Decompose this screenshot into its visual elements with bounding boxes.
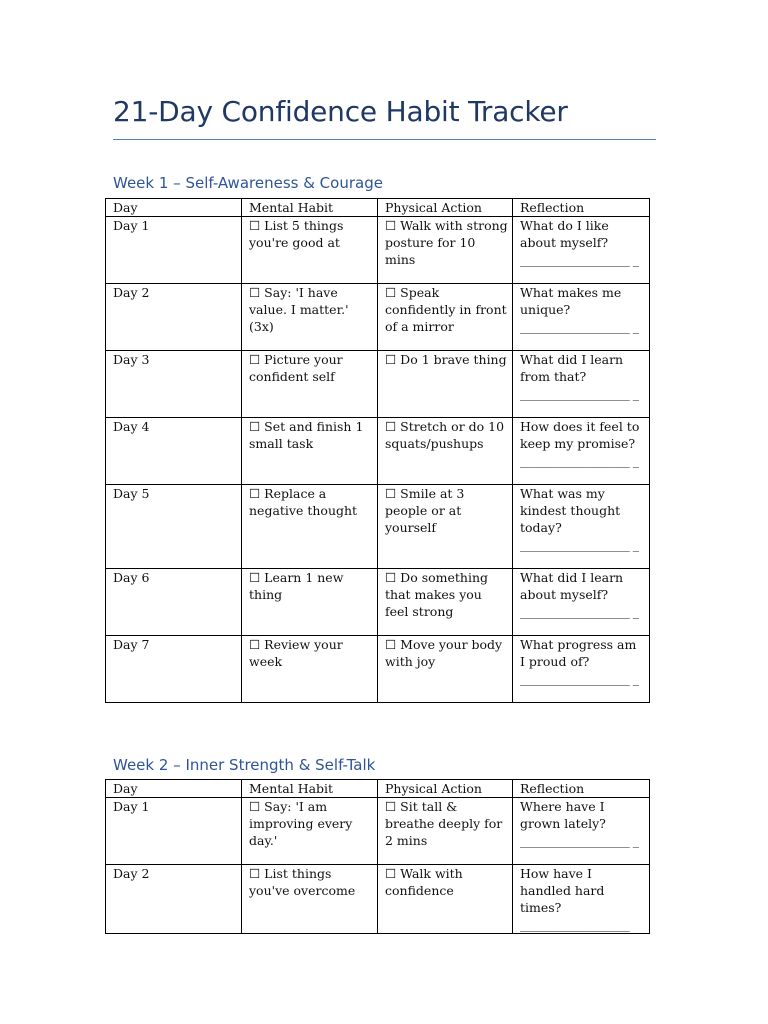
reflection-cell-text: Where have I grown lately? — [520, 799, 609, 831]
physical-action-checkbox-cell-text: ☐ Do something that makes you feel strong — [385, 570, 492, 619]
week-1-heading: Week 1 – Self-Awareness & Courage — [113, 174, 383, 192]
physical-action-checkbox-cell-text: ☐ Stretch or do 10 squats/pushups — [385, 419, 509, 451]
table-header-row — [106, 780, 650, 798]
reflection-cell[interactable] — [513, 569, 650, 636]
physical-action-checkbox-cell[interactable] — [378, 351, 513, 418]
mental-habit-checkbox-cell-text: ☐ Replace a negative thought — [249, 486, 358, 518]
column-header-day: Day — [106, 199, 242, 217]
page-title: 21-Day Confidence Habit Tracker — [113, 95, 568, 128]
mental-habit-checkbox-cell[interactable] — [242, 418, 378, 485]
mental-habit-checkbox-cell[interactable] — [242, 569, 378, 636]
column-header-mental-habit: Mental Habit — [242, 199, 378, 217]
column-header-physical-action: Physical Action — [378, 199, 513, 217]
mental-habit-checkbox-cell-text: ☐ Say: 'I have value. I matter.' (3x) — [249, 285, 353, 334]
table-row — [106, 217, 650, 284]
column-header-physical-action: Physical Action — [378, 780, 513, 798]
table-header-row — [106, 199, 650, 217]
mental-habit-checkbox-cell[interactable] — [242, 798, 378, 865]
reflection-cell-text: What do I like about myself? — [520, 218, 613, 250]
week-2-heading: Week 2 – Inner Strength & Self-Talk — [113, 756, 376, 774]
reflection-cell[interactable] — [513, 217, 650, 284]
physical-action-checkbox-cell[interactable] — [378, 217, 513, 284]
day-cell — [106, 636, 242, 703]
mental-habit-checkbox-cell-text: ☐ Picture your confident self — [249, 352, 347, 384]
physical-action-checkbox-cell[interactable] — [378, 284, 513, 351]
reflection-cell[interactable] — [513, 351, 650, 418]
physical-action-checkbox-cell[interactable] — [378, 418, 513, 485]
day-cell-text: Day 5 — [113, 486, 150, 501]
table-row — [106, 798, 650, 865]
reflection-cell[interactable] — [513, 798, 650, 865]
reflection-cell-text: What did I learn about myself? — [520, 570, 628, 602]
day-cell — [106, 418, 242, 485]
mental-habit-checkbox-cell[interactable] — [242, 217, 378, 284]
week-2-table — [105, 779, 650, 934]
day-cell-text: Day 7 — [113, 637, 150, 652]
column-header-day: Day — [106, 780, 242, 798]
mental-habit-checkbox-cell-text: ☐ Learn 1 new thing — [249, 570, 348, 602]
day-cell — [106, 865, 242, 934]
reflection-answer-line[interactable]: ___________________ _ — [520, 604, 639, 619]
reflection-answer-line[interactable]: ___________________ _ — [520, 252, 639, 267]
reflection-answer-line[interactable]: ___________________ _ — [520, 319, 639, 334]
mental-habit-checkbox-cell-text: ☐ Say: 'I am improving every day.' — [249, 799, 357, 848]
physical-action-checkbox-cell[interactable] — [378, 569, 513, 636]
day-cell — [106, 351, 242, 418]
day-cell-text: Day 1 — [113, 799, 150, 814]
table-row — [106, 569, 650, 636]
physical-action-checkbox-cell-text: ☐ Sit tall & breathe deeply for 2 mins — [385, 799, 507, 848]
mental-habit-checkbox-cell[interactable] — [242, 636, 378, 703]
day-cell — [106, 569, 242, 636]
day-cell-text: Day 2 — [113, 285, 150, 300]
reflection-cell[interactable] — [513, 865, 650, 934]
column-header-reflection: Reflection — [513, 199, 650, 217]
mental-habit-checkbox-cell-text: ☐ List 5 things you're good at — [249, 218, 348, 250]
physical-action-checkbox-cell-text: ☐ Move your body with joy — [385, 637, 507, 669]
table-row — [106, 418, 650, 485]
day-cell — [106, 284, 242, 351]
table-row — [106, 284, 650, 351]
day-cell-text: Day 2 — [113, 866, 150, 881]
physical-action-checkbox-cell-text: ☐ Smile at 3 people or at yourself — [385, 486, 469, 535]
reflection-cell-text: What did I learn from that? — [520, 352, 628, 384]
reflection-cell[interactable] — [513, 284, 650, 351]
reflection-cell[interactable] — [513, 418, 650, 485]
table-row — [106, 485, 650, 569]
reflection-cell-text: How have I handled hard times? — [520, 866, 609, 915]
mental-habit-checkbox-cell[interactable] — [242, 351, 378, 418]
reflection-cell-text: What makes me unique? — [520, 285, 626, 317]
day-cell-text: Day 3 — [113, 352, 150, 367]
mental-habit-checkbox-cell[interactable] — [242, 485, 378, 569]
day-cell-text: Day 4 — [113, 419, 150, 434]
physical-action-checkbox-cell-text: ☐ Walk with strong posture for 10 mins — [385, 218, 512, 267]
reflection-answer-line[interactable]: ___________________ _ — [520, 833, 639, 848]
physical-action-checkbox-cell[interactable] — [378, 798, 513, 865]
physical-action-checkbox-cell-text: ☐ Walk with confidence — [385, 866, 467, 898]
day-cell — [106, 798, 242, 865]
reflection-answer-line[interactable]: ___________________ _ — [520, 537, 639, 552]
mental-habit-checkbox-cell[interactable] — [242, 865, 378, 934]
physical-action-checkbox-cell[interactable] — [378, 636, 513, 703]
reflection-cell-text: How does it feel to keep my promise? — [520, 419, 644, 451]
reflection-answer-line[interactable]: ___________________ _ — [520, 453, 639, 468]
physical-action-checkbox-cell[interactable] — [378, 485, 513, 569]
mental-habit-checkbox-cell-text: ☐ Review your week — [249, 637, 347, 669]
mental-habit-checkbox-cell-text: ☐ Set and finish 1 small task — [249, 419, 368, 451]
day-cell — [106, 485, 242, 569]
column-header-reflection: Reflection — [513, 780, 650, 798]
mental-habit-checkbox-cell-text: ☐ List things you've overcome — [249, 866, 356, 898]
table-row — [106, 351, 650, 418]
physical-action-checkbox-cell[interactable] — [378, 865, 513, 934]
day-cell — [106, 217, 242, 284]
reflection-answer-line[interactable]: ___________________ _ — [520, 386, 639, 401]
day-cell-text: Day 6 — [113, 570, 150, 585]
title-divider — [113, 139, 656, 140]
reflection-answer-line[interactable]: ___________________ _ — [520, 671, 639, 686]
reflection-cell[interactable] — [513, 485, 650, 569]
column-header-mental-habit: Mental Habit — [242, 780, 378, 798]
week-1-table — [105, 198, 650, 703]
day-cell-text: Day 1 — [113, 218, 150, 233]
table-row — [106, 865, 650, 934]
reflection-cell-text: What progress am I proud of? — [520, 637, 641, 669]
reflection-answer-line[interactable]: ___________________ — [520, 917, 630, 932]
mental-habit-checkbox-cell[interactable] — [242, 284, 378, 351]
physical-action-checkbox-cell-text: ☐ Speak confidently in front of a mirror — [385, 285, 511, 334]
reflection-cell-text: What was my kindest thought today? — [520, 486, 625, 535]
table-row — [106, 636, 650, 703]
physical-action-checkbox-cell-text: ☐ Do 1 brave thing — [385, 352, 507, 367]
reflection-cell[interactable] — [513, 636, 650, 703]
